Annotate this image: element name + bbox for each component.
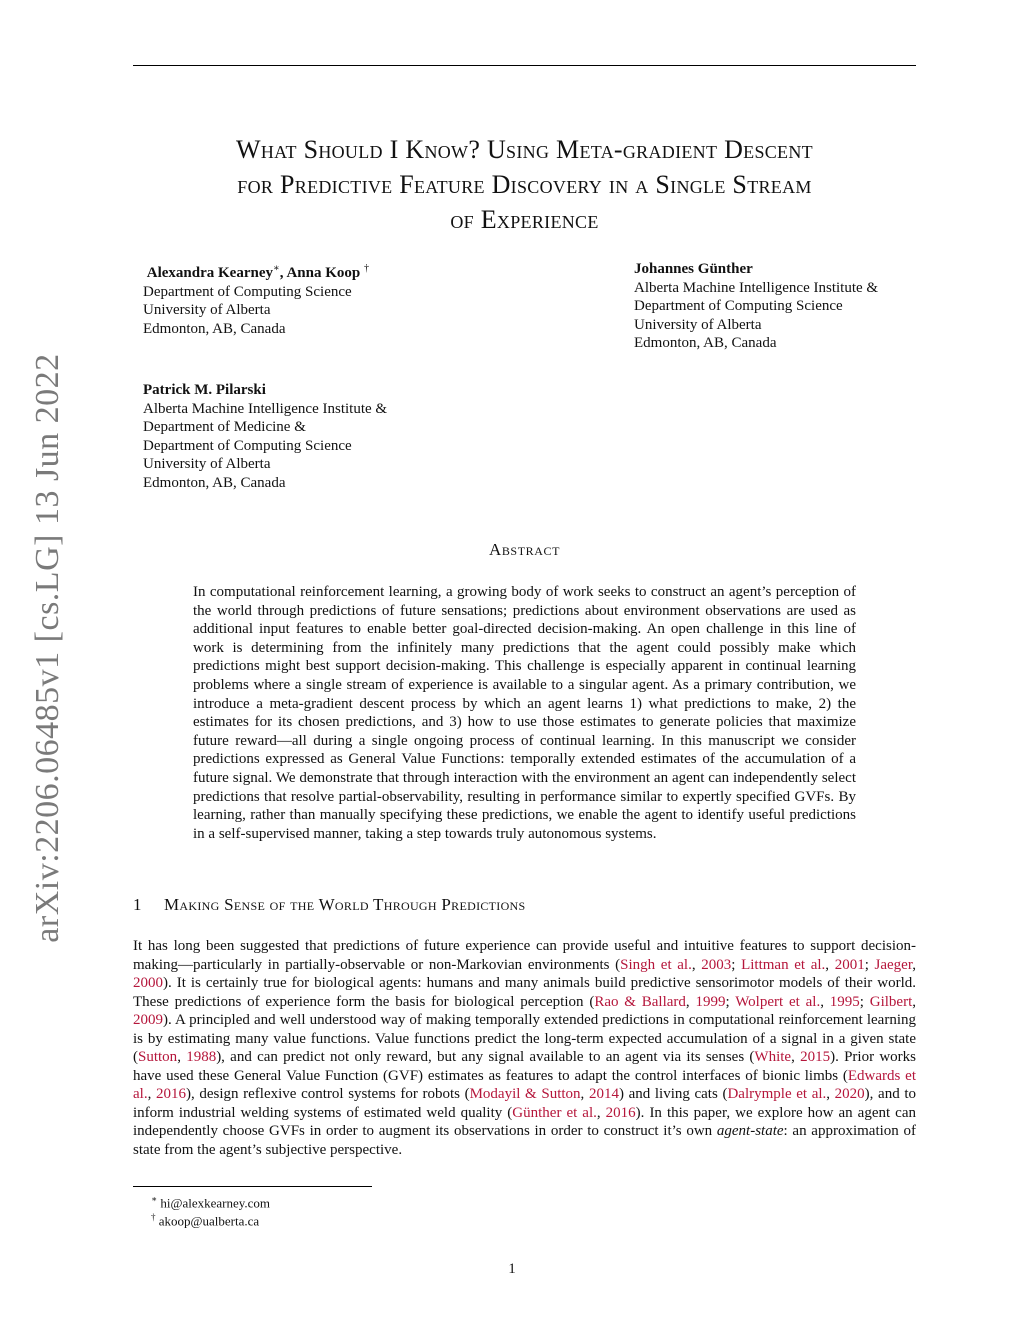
paper-title bbox=[133, 132, 916, 237]
citation-link[interactable]: 2016 bbox=[155, 1086, 186, 1102]
title-line-2: for Predictive Feature Discovery in a Single Stream bbox=[237, 170, 812, 199]
footnote-mark[interactable]: ∗ bbox=[272, 263, 280, 274]
footnote-mark: † bbox=[151, 1212, 156, 1222]
affiliation-line: Department of Computing Science bbox=[143, 437, 352, 454]
citation-link[interactable]: Modayil & Sutton bbox=[469, 1086, 581, 1102]
affiliation-line: University of Alberta bbox=[634, 316, 762, 333]
citation-link[interactable]: Jaeger bbox=[874, 956, 913, 973]
author-name-gunther: Johannes Günther bbox=[634, 261, 753, 277]
citation-link[interactable]: 1988 bbox=[186, 1049, 217, 1065]
citation-link[interactable]: Rao & Ballard bbox=[594, 993, 686, 1010]
author-names bbox=[143, 260, 369, 283]
footnote-mark[interactable]: † bbox=[364, 263, 369, 274]
emphasis: agent-state bbox=[716, 1123, 784, 1139]
author-block-1 bbox=[143, 260, 369, 338]
citation-link[interactable]: Dalrymple et al. bbox=[727, 1086, 827, 1102]
author-name-kearney: Alexandra Kearney bbox=[146, 265, 273, 281]
affiliation-line: University of Alberta bbox=[143, 456, 271, 472]
citation-link[interactable]: 2003 bbox=[701, 956, 732, 973]
citation-link[interactable]: 2015 bbox=[800, 1049, 831, 1065]
citation-link[interactable]: 2014 bbox=[588, 1086, 619, 1102]
citation-link[interactable]: 1999 bbox=[695, 993, 726, 1010]
author-separator: , bbox=[279, 265, 284, 281]
section-title: Making Sense of the World Through Predictions bbox=[164, 895, 526, 914]
citation-link[interactable]: 2020 bbox=[834, 1086, 865, 1102]
author-name-koop: Anna Koop bbox=[286, 265, 361, 281]
citation-link[interactable]: 2001 bbox=[834, 956, 865, 973]
citation-link[interactable]: Günther et al. bbox=[512, 1104, 597, 1121]
affiliation-line: Edmonton, AB, Canada bbox=[634, 335, 777, 351]
footnote-email[interactable]: hi@alexkearney.com bbox=[160, 1195, 271, 1211]
author-block-2 bbox=[634, 260, 878, 353]
citation-link[interactable]: 2000 bbox=[133, 975, 163, 991]
footnote-mark: ∗ bbox=[151, 1194, 158, 1204]
footnote-2 bbox=[151, 1209, 259, 1229]
abstract-text: In computational reinforcement learning, a growing body of work seeks to construct an agent’s perception of the world through predictions of future sensations; predictions about environment observations are used as additional input features to enable better goal-directed decision-making. An open challenge in this line of work is determining from the infinitely many predictions that the agent could possibly make which predictions might best support decision-making. This challenge is especially apparent in continual learning problems where a single stream of experience is available to a singular agent. As a primary contribution, we introduce a meta-gradient descent process by which an agent learns 1) what predictions to make, 2) the estimates for its chosen predictions, and 3) how to use those estimates to generate policies that maximize future reward—all during a single ongoing process of continual learning. In this manuscript we consider predictions expressed as General Value Functions: temporally extended estimates of the accumulation of a future signal. We demonstrate that through interaction with the environment an agent can independently select predictions that resolve partial-observability, resulting in performance similar to expertly specified GVFs. By learning, rather than manually specifying these predictions, we enable the agent to identify useful predictions in a self-supervised manner, taking a step towards truly autonomous systems. bbox=[193, 584, 856, 842]
arxiv-stamp-text[interactable]: arXiv:2206.06485v1 [cs.LG] 13 Jun 2022 bbox=[29, 353, 66, 943]
citation-link[interactable]: Singh et al. bbox=[620, 956, 692, 973]
citation-link[interactable]: 1995 bbox=[829, 993, 860, 1010]
affiliation-line: Department of Medicine & bbox=[143, 419, 306, 435]
section-number: 1 bbox=[133, 895, 142, 914]
affiliation-line: Edmonton, AB, Canada bbox=[143, 320, 286, 337]
citation-link[interactable]: Wolpert et al. bbox=[735, 993, 821, 1010]
citation-link[interactable]: Sutton bbox=[138, 1049, 178, 1065]
abstract-heading: Abstract bbox=[488, 540, 561, 559]
citation-link[interactable]: 2016 bbox=[605, 1104, 636, 1121]
citation-link[interactable]: White bbox=[754, 1049, 792, 1065]
author-block-3 bbox=[143, 381, 387, 492]
title-line-1: What Should I Know? Using Meta-gradient Descent bbox=[236, 135, 813, 164]
page-number: 1 bbox=[508, 1261, 516, 1277]
affiliation-line: Alberta Machine Intelligence Institute & bbox=[143, 400, 388, 417]
author-name-pilarski: Patrick M. Pilarski bbox=[143, 382, 266, 398]
footnote-email[interactable]: akoop@ualberta.ca bbox=[158, 1213, 260, 1229]
citation-link[interactable]: Littman et al. bbox=[741, 956, 826, 973]
affiliation-line: Department of Computing Science bbox=[634, 298, 843, 314]
footnote-rule bbox=[133, 1186, 372, 1187]
citation-link[interactable]: Edwards et al. bbox=[133, 1067, 916, 1102]
affiliation-line: Alberta Machine Intelligence Institute & bbox=[634, 279, 879, 296]
affiliation-line: Department of Computing Science bbox=[143, 283, 352, 300]
header-rule bbox=[133, 65, 916, 66]
affiliation-line: University of Alberta bbox=[143, 302, 271, 318]
citation-link[interactable]: Gilbert bbox=[869, 993, 913, 1010]
section-heading bbox=[133, 895, 526, 915]
section-paragraph: It has long been suggested that predictions of future experience can provide useful and intuitive features to support decision-making—particularly in partially-observable or non-Markovian environments (Singh et al., 2003; Littman et al., 2001; Jaeger, 2000). It is certainly true for biological agents: humans and many animals build predictive sensorimotor models of their world. These predictions of experience form the basis for biological perception (Rao & Ballard, 1999; Wolpert et al., 1995; Gilbert, 2009). A principled and well understood way of making temporally extended predictions in computational reinforcement learning is by estimating many value functions. Value functions predict the long-term expected accumulation of a signal in a given state (Sutton, 1988), and can predict not only reward, but any signal available to an agent via its senses (White, 2015). Prior works have used these General Value Function (GVF) estimates as features to adapt the control interfaces of bionic limbs (Edwards et al., 2016), design reflexive control systems for robots (Modayil & Sutton, 2014) and living cats (Dalrymple et al., 2020), and to inform industrial welding systems of estimated weld quality (Günther et al., 2016). In this paper, we explore how an agent can independently choose GVFs in order to augment its observations in order to construct it’s own agent-state: an approximation of state from the agent’s subjective perspective. bbox=[133, 938, 917, 1158]
citation-link[interactable]: 2009 bbox=[133, 1012, 163, 1028]
title-line-3: of Experience bbox=[450, 205, 599, 234]
affiliation-line: Edmonton, AB, Canada bbox=[143, 474, 286, 491]
